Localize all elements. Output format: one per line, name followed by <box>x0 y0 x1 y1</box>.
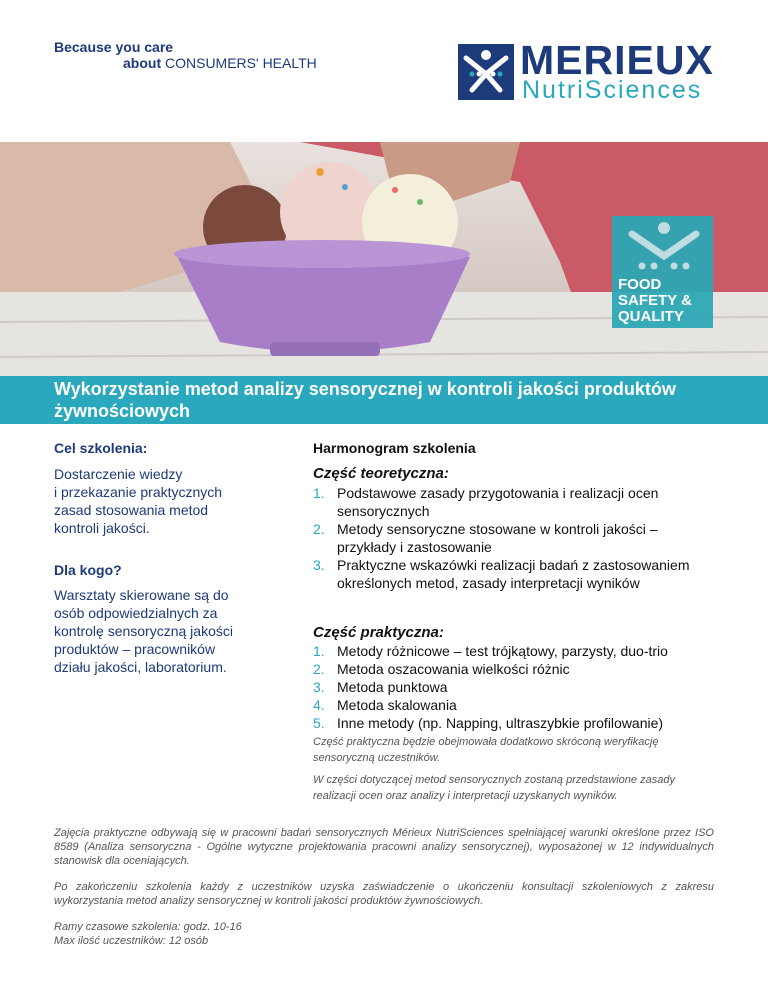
goal-heading: Cel szkolenia: <box>54 440 148 456</box>
badge-line1: FOOD <box>618 276 662 293</box>
methods-note: W części dotyczącej metod sensorycznych zostaną przedstawione zasady realizacji ocen oraz analizy i interpretacji uzyskanych wyników. <box>313 774 675 802</box>
footer-time: Ramy czasowe szkolenia: godz. 10-16 <box>54 921 242 933</box>
list-item-text: Metoda punktowa <box>337 679 448 695</box>
goal-line: kontroli jakości. <box>54 520 150 536</box>
list-item <box>313 660 718 678</box>
list-item <box>313 484 718 520</box>
list-item <box>313 520 718 556</box>
list-item-text: Podstawowe zasady przygotowania i realizacji ocen sensorycznych <box>337 485 659 519</box>
logo-nutrisciences-text: NutriSciences <box>522 76 703 104</box>
merieux-logo-icon <box>458 44 514 100</box>
goal-line: i przekazanie praktycznych <box>54 484 223 500</box>
list-item-number: 2. <box>313 661 325 677</box>
goal-line: zasad stosowania metod <box>54 502 209 518</box>
tagline-rest: CONSUMERS' HEALTH <box>165 55 317 71</box>
audience-heading: Dla kogo? <box>54 562 122 578</box>
goal-line: Dostarczenie wiedzy <box>54 466 183 482</box>
theory-list <box>313 484 718 592</box>
list-item-number: 1. <box>313 485 325 501</box>
list-item-text: Inne metody (np. Napping, ultraszybkie profilowanie) <box>337 715 664 731</box>
list-item-number: 2. <box>313 521 325 537</box>
list-item <box>313 678 718 696</box>
list-item <box>313 642 718 660</box>
page-title: Wykorzystanie metod analizy sensorycznej w kontroli jakości produktów żywnościowych <box>54 379 676 421</box>
footer-facility: Zajęcia praktyczne odbywają się w pracowni badań sensorycznych Mérieux NutriSciences spełniającej warunki określone przez ISO 8589 (Analiza sensoryczna - Ogólne wytyczne projektowania pracowni analizy sensorycznej), wyposażonej w 12 indywidualnych stanowisk dla oceniających. <box>54 827 714 867</box>
badge-text <box>618 277 713 325</box>
list-item <box>313 696 718 714</box>
tagline-line1: Because you care <box>54 39 174 55</box>
list-item-text: Metoda oszacowania wielkości różnic <box>337 661 570 677</box>
practice-heading: Część praktyczna: <box>313 624 444 641</box>
tagline-line2 <box>123 56 317 71</box>
list-item-text: Praktyczne wskazówki realizacji badań z zastosowaniem określonych metod, zasady interpretacji wyników <box>337 557 690 591</box>
list-item-number: 4. <box>313 697 325 713</box>
audience-line: osób odpowiedzialnych za <box>54 605 218 621</box>
list-item <box>313 556 718 592</box>
theory-heading: Część teoretyczna: <box>313 465 449 482</box>
badge-line2: SAFETY & <box>618 292 692 309</box>
list-item-number: 3. <box>313 679 325 695</box>
audience-line: produktów – pracowników <box>54 641 216 657</box>
goal-text <box>54 465 284 537</box>
list-item <box>313 714 718 732</box>
list-item-number: 1. <box>313 643 325 659</box>
schedule-heading: Harmonogram szkolenia <box>313 440 476 456</box>
practice-list <box>313 642 718 732</box>
footer-max-participants: Max ilość uczestników: 12 osób <box>54 935 209 947</box>
practice-note: Część praktyczna będzie obejmowała dodatkowo skróconą weryfikację sensoryczną uczestników. <box>313 736 659 764</box>
badge-line3: QUALITY <box>618 308 684 325</box>
logo-merieux-text: MERIEUX <box>520 37 714 83</box>
tagline-bold: about <box>123 55 162 71</box>
list-item-text: Metody różnicowe – test trójkątowy, parzysty, duo-trio <box>337 643 668 659</box>
audience-line: kontrolę sensoryczną jakości <box>54 623 233 639</box>
audience-line: Warsztaty skierowane są do <box>54 587 229 603</box>
list-item-number: 5. <box>313 715 325 731</box>
list-item-text: Metoda skalowania <box>337 697 457 713</box>
audience-text <box>54 586 284 676</box>
list-item-number: 3. <box>313 557 325 573</box>
list-item-text: Metody sensoryczne stosowane w kontroli jakości – przykłady i zastosowanie <box>337 521 658 555</box>
footer-certificate: Po zakończeniu szkolenia każdy z uczestników uzyska zaświadczenie o ukończeniu konsultacji szkoleniowych z zakresu wykorzystania metod analizy sensorycznej w kontroli jakości produktów żywnościowych. <box>54 881 714 907</box>
audience-line: działu jakości, laboratorium. <box>54 659 227 675</box>
